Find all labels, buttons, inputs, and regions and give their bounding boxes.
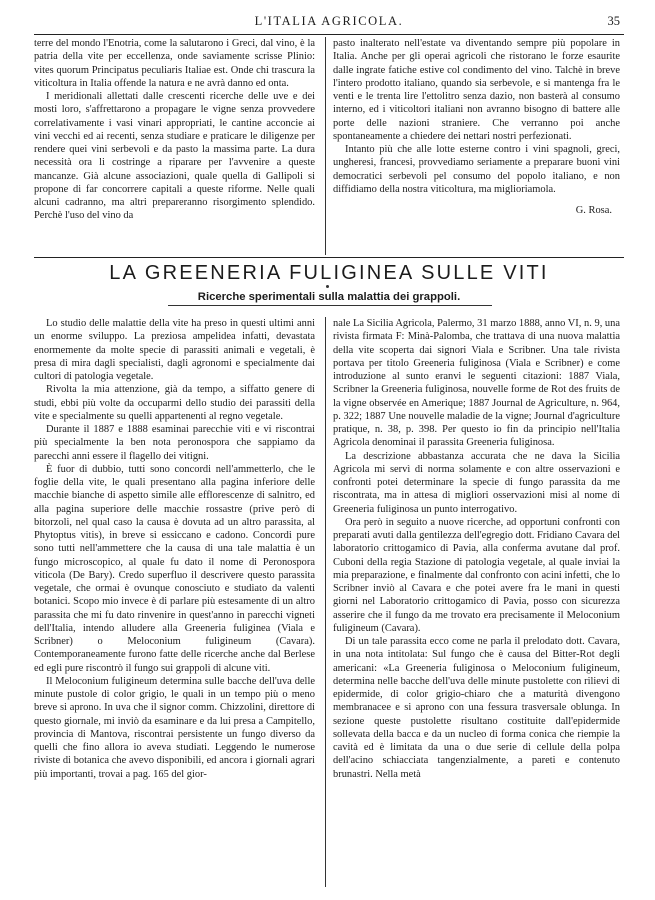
subtitle-rule: [168, 305, 492, 306]
column-divider: [325, 317, 326, 887]
paragraph: I meridionali allettati dalle crescenti ricerche delle uve e dei mosti loro, s'affrettarono a propagare le vigne senza provvedere correlativamente i vasi vinari appropriati, le cantine acconcie ai vini vecchi ed ai recenti, senza studiare e praticare le diligenze per rendere quei vini serbevoli e da pasto la massima parte. La dura necessità ora li costringe a riparare per l'avvenire a queste mancanze. Già alcune associazioni, quale quella di Gallipoli si propone di far concorrere capitali a queste riforme. Nelle quali alcuni cadranno, ma altri prepareranno risorgimento splendido. Perchè l'uso del vino da: [34, 91, 315, 222]
top-left-column: [34, 37, 315, 223]
section-rule: [34, 257, 624, 258]
paragraph: La descrizione abbastanza accurata che ne dava la Sicilia Agricola mi servì di norma solamente e con altre osservazioni e confronti potei determinare la specie di fungo parassita da me riscontrata, ma in attesa di migliori osservazioni misi al nome di Greeneria fuliginosa un punto interrogativo.: [333, 450, 620, 515]
article-title: LA GREENERIA FULIGINEA SULLE VITI: [109, 262, 549, 284]
paragraph: Intanto più che alle lotte esterne contro i vini spagnoli, greci, ungheresi, francesi, provvediamo seriamente a preparare buoni vini democratici serbevoli pel consumo del popolo italiano, e non diffidiamo della nostra viticoltura, ma miglioriamola.: [333, 144, 620, 195]
paragraph: terre del mondo l'Enotria, come la salutarono i Greci, dal vino, è la patria della vite per eccellenza, onde saviamente scrisse Plinio: vites quorum Principatus peculiaris Italiae est. Onde chi trascura la viticoltura in Italia offende la natura e ne avrà danno ed onta.: [34, 38, 315, 89]
paragraph: Durante il 1887 e 1888 esaminai parecchie viti e vi riscontrai più specialmente la ben nota peronospora che sappiamo da parecchi anni essere il flagello dei vitigni.: [34, 424, 315, 462]
column-divider: [325, 37, 326, 255]
header-rule: [34, 34, 624, 35]
running-header: [34, 14, 624, 34]
ornament-dot: [326, 285, 329, 288]
top-right-column: [333, 37, 620, 217]
author-signature: G. Rosa.: [575, 205, 612, 216]
paragraph: pasto inalterato nell'estate va diventando sempre più popolare in Italia. Anche per gli operai agricoli che ristorano le forze esaurite dalle ingrate fatiche estive col condimento del vino. Talchè in breve l'intero prodotto italiano, quando sia serbevole, e si mantenga fra le venti e le trenta lire l'ettolitro senza dazio, non basterà al consumo interno, ed i viticoltori italiani non avranno bisogno di battere alle porte delle nazioni straniere. Che verranno poi anche spontaneamente a chiedere dei nettari nostri perfezionati.: [333, 38, 620, 142]
paragraph: È fuor di dubbio, tutti sono concordi nell'ammetterlo, che le foglie della vite, le quali presentano alla pagina inferiore delle macchie bianche di aspetto simile alle efflorescenze di salnitro, ed alla pagina superiore delle macchie rossastre (prive però di bitorzoli, nel qual caso la causa è dovuta ad un altro parassita, al Phytoptus vitis), in breve si essiccano e cadono. Concordi pure sono tutti nell'ammettere che la causa di una tale malattia è un fungo microscopico, al quale fu dato il nome di Peronospora viticola (De Bary). Credo superfluo il descrivere questo parassita vegetale, che ormai è ovunque conosciuto e studiato da valenti botanici. Scopo mio invece è di parlare più estesamente di un altro parassita che mi fu dato rinvenire in quest'anno in parecchi vigneti dell'Italia, intendo alludere alla Greeneria fuliginea (Viala e Scribner) o Meloconium fuligineum (Cavara). Contemporaneamente furono fatte delle ricerche anche dal Berlese ed egli pure riscontrò il fungo sui grappoli di alcune viti.: [34, 463, 315, 674]
bottom-right-column: [333, 317, 620, 781]
article-subtitle: Ricerche sperimentali sulla malattia dei grappoli.: [197, 291, 461, 303]
paragraph: Ora però in seguito a nuove ricerche, ad opportuni confronti con preparati avuti dalla gentilezza dell'egregio dott. Fridiano Cavara del laboratorio crittogamico di Pavia, alla conferma avutane dal prof. Cuboni della regia Stazione di patologia vegetale, al quale inviai la mia preparazione, e finalmente dal confronto con acini infetti, che lo Scribner inviò al Cavara e che potei avere fra le mani in questi giorni nel Laboratorio crittogamico di Pavia, posso con sicurezza asserire che il fungo da me trovato era precisamente il Meloconium fuligineum (Cavara).: [333, 516, 620, 634]
paragraph: Il Meloconium fuligineum determina sulle bacche dell'uva delle minute pustole di color grigio, le quali in un tempo più o meno breve si aprono. In uva che il signor comm. Chizzolini, direttore di questo giornale, mi inviò da esaminare e da lui presa a Campitello, provincia di Mantova, riscontrai persistente un fungo diverso da quelli che fino allora io aveva studiati. Leggendo le numerose riviste di botanica che avevo disponibili, ed ancora i giornali agrari più importanti, trovai a pag. 165 del gior-: [34, 675, 315, 780]
paragraph: Di un tale parassita ecco come ne parla il prelodato dott. Cavara, in una nota intitolata: Sul fungo che è causa del Bitter-Rot degli americani: «La Greeneria fuliginosa o Meloconium fuligineum, determina nelle bacche dell'uva delle minute pustolette con rilievi di epidermide, di color grigio-chiaro che a maturità divengono membranacee e si aprono con una fessura trasversale oblunga. In sezione queste pustolette risultano costituite dall'epidermide sollevata della bacca e da un nucleo di forma conica che riempie la cavità ed è limitata da una o due serie di cellule della polpa dell'acino schiacciata tangenzialmente, a pareti e contenuto brunastri. Nella metà: [333, 636, 620, 780]
paragraph: nale La Sicilia Agricola, Palermo, 31 marzo 1888, anno VI, n. 9, una rivista firmata F: Minà-Palomba, che trattava di una nuova malattia della vite scoperta dai signori Viala e Scribner. Una tale rivista portava per titolo Greeneria fuliginosa (Viala e Scribner) e come introduzione al sunto eranvi le seguenti citazioni: 1887 Viala, Scribner la Greeneria fuliginosa, nouvelle forme de Rot des fruits de la vigne observée en Amerique; 1887 Journal de Agriculture, n. 964, p. 322; 1887 Une nouvelle maladie de la vigne; Journal d'agriculture pratique, n. 38, p. 398. Per questo io fin da principio nell'Italia Agricola denominai il parassita Greeneria fuliginosa.: [333, 318, 620, 449]
paragraph: Rivolta la mia attenzione, già da tempo, a siffatto genere di studi, ebbi più volte da occuparmi dello studio dei parassiti della vite e specialmente su quelli appartenenti al regno vegetale.: [34, 384, 315, 422]
bottom-left-column: [34, 317, 315, 781]
paragraph: Lo studio delle malattie della vite ha preso in questi ultimi anni un enorme sviluppo. La preziosa ampelidea infatti, devastata enormemente da molte specie di parassiti animali e vegetali, è presa di mira dagli specialisti, dagli agronomi e specialmente dai cultori di patologia vegetale.: [34, 318, 315, 382]
page-number: 35: [607, 14, 620, 28]
journal-title: L'ITALIA AGRICOLA.: [254, 14, 404, 28]
